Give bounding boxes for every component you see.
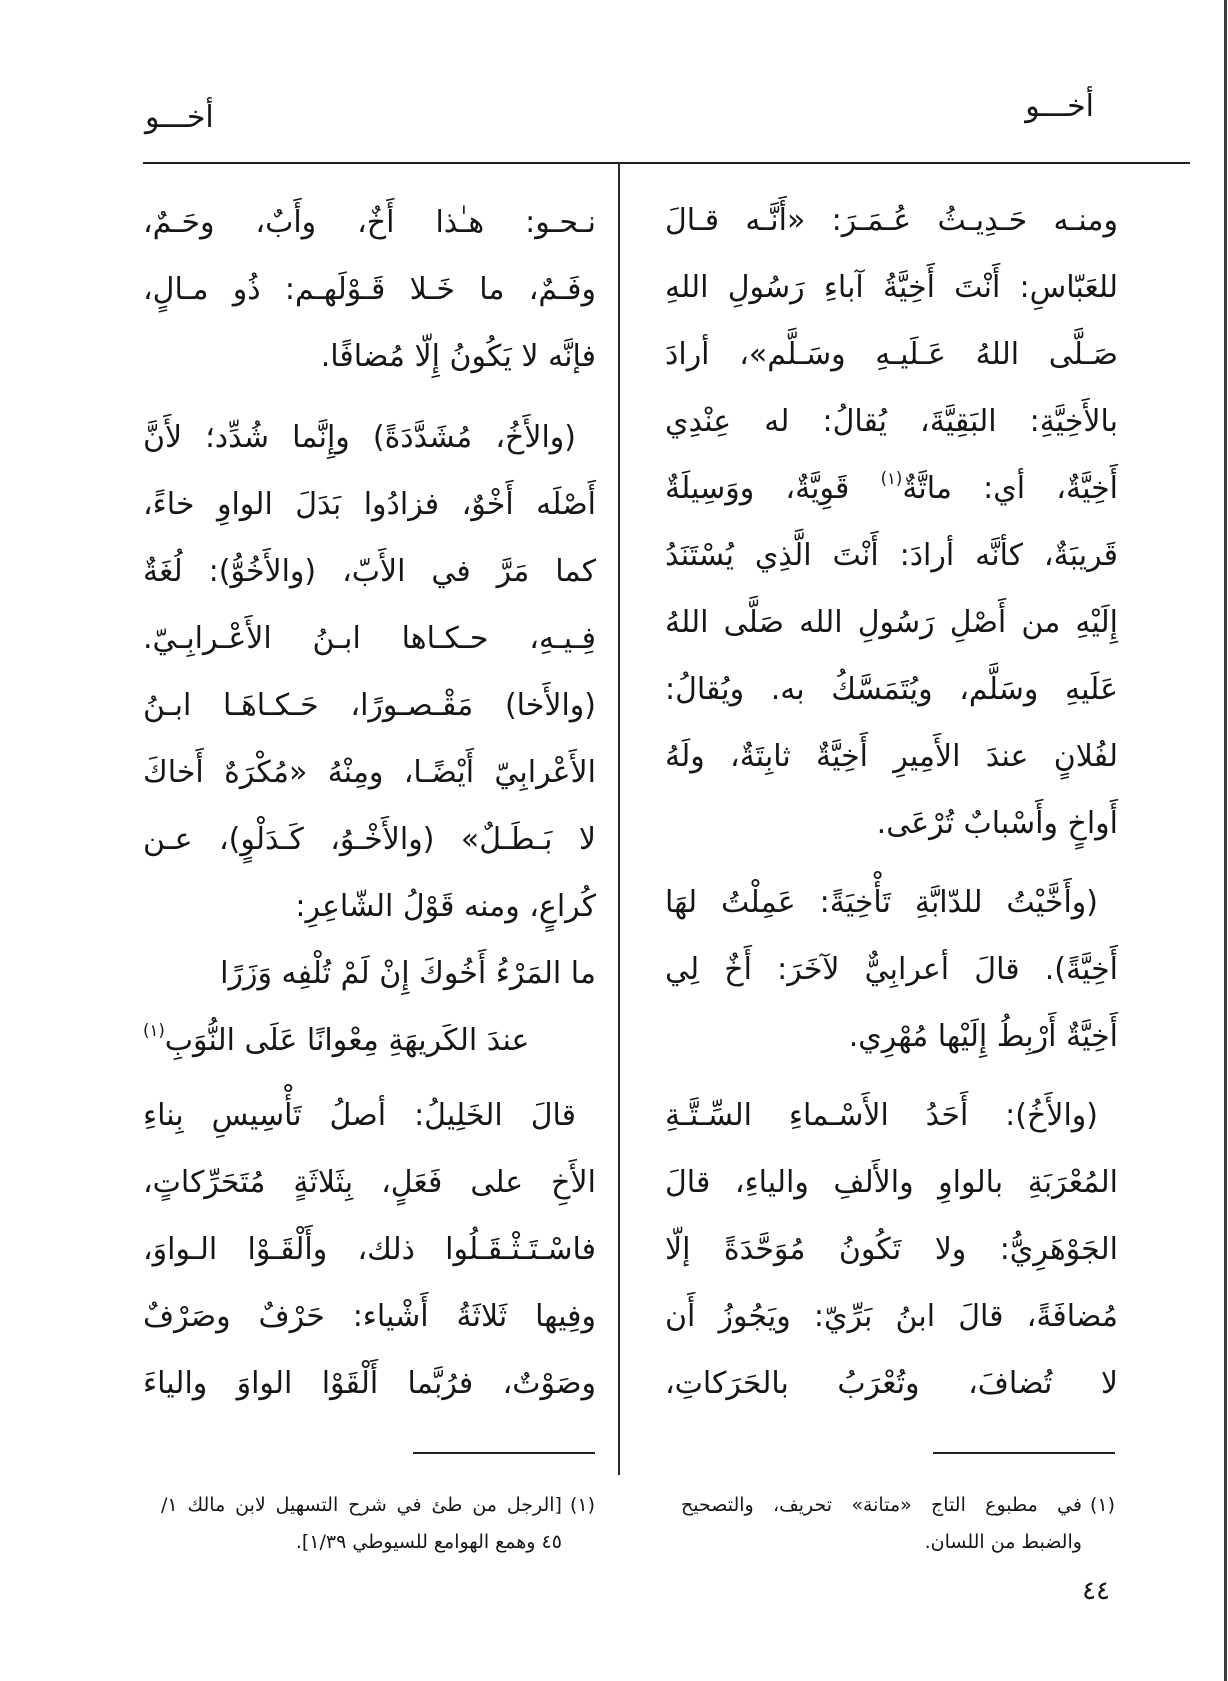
footnote-line: [الرجل من طئ في شرح التسهيل لابن مالك ١/ xyxy=(161,1494,562,1516)
paragraph xyxy=(143,1082,596,1417)
text-line: عَلَيهِ وسَلَّم، ويُتَمَسَّكُ به. ويُقالُ: xyxy=(665,672,1118,707)
text-segment: قَوِيَّةٌ، ووَسِيلَةٌ xyxy=(665,471,881,506)
text-line: كُراعٍ، ومنه قَوْلُ الشّاعِرِ: xyxy=(295,889,596,924)
text-line: لا تُضافَ، وتُعْرَبُ بالحَرَكاتِ، xyxy=(665,1366,1118,1401)
text-line: (والأَخُ): أَحَدُ الأَسْـماءِ السِّـتَّـةِ xyxy=(665,1098,1098,1133)
text-line: قَريبَةٌ، كأنَّه أرادَ: أَنْتَ الَّذِي يُسْتَنَدُ xyxy=(665,538,1118,573)
running-header-right: أخـــو xyxy=(1025,89,1094,124)
text-line: (والأَخُ، مُشَدَّدَةً) وإِنَّما شُدِّد؛ لأَنَّ xyxy=(143,420,576,455)
text-segment: عندَ الكَريهَةِ مِعْوانًا عَلَى النُّوَبِ xyxy=(164,1023,530,1058)
verse-first-hemistich: ما المَرْءُ أَخُوكَ إِنْ لَمْ تُلْفِه وَزَرًا xyxy=(220,956,596,991)
footnote-marker: (١) xyxy=(1089,1494,1115,1516)
paragraph xyxy=(665,869,1118,1070)
text-line: أَخِيَّةً). قالَ أعرابِيٌّ لآخَرَ: أَخٌ لِي xyxy=(665,952,1118,987)
footnote-text xyxy=(161,1487,562,1561)
paragraph xyxy=(143,404,596,940)
text-segment: أَخِيَّةٌ، أي: ماتَّةٌ xyxy=(902,471,1118,506)
text-line: إِلَيْهِ من أَصْلِ رَسُولِ الله صَلَّى اللهُ xyxy=(665,605,1118,640)
footnote-text xyxy=(681,1487,1082,1561)
text-line: (وأَخَّيْتُ للدّابَّةِ تَأْخِيَةً: عَمِلْتُ لهَا xyxy=(665,885,1098,920)
footnote-line: ٤٥ وهمع الهوامع للسيوطي ١/٣٩]. xyxy=(295,1531,562,1553)
text-line: فإنَّه لا يَكُونُ إِلّا مُضافًا. xyxy=(320,339,596,374)
header-rule xyxy=(143,162,1190,164)
text-line: كما مَرَّ في الأَبّ، (والأَخُوُّ): لُغَةٌ xyxy=(143,554,596,589)
text-line: مُضافَةً، قالَ ابنُ بَرِّيّ: ويَجُوزُ أَن xyxy=(665,1299,1118,1334)
paragraph xyxy=(665,1082,1118,1417)
footnote-line: في مطبوع التاج «متانة» تحريف، والتصحيح xyxy=(681,1494,1082,1516)
text-line: فِـيـهِ، حـكـاها ابـنُ الأَعْـرابِـيّ. xyxy=(143,621,596,656)
footnote-line: والضبط من اللسان. xyxy=(924,1531,1082,1553)
footnote-separator xyxy=(413,1452,595,1454)
text-line: وفَـمٌ، ما خَـلا قَـوْلَهـم: ذُو مـالٍ، xyxy=(143,272,596,307)
text-line: لا بَـطَـلٌ» (والأَخْـوُ، كَـدَلْوٍ)، عـن xyxy=(143,822,596,857)
paragraph xyxy=(665,187,1118,857)
text-line: وفِيها ثَلاثَةُ أَشْياء: حَرْفٌ وصَرْفٌ xyxy=(143,1299,596,1334)
text-line: أَصْلَه أَخْوٌ، فزادُوا بَدَلَ الواوِ خاءً، xyxy=(143,487,596,522)
text-line: لفُلانٍ عندَ الأَمِيرِ أَخِيَّةٌ ثابِتَةٌ، ولَهُ xyxy=(665,739,1118,774)
text-line: وصَوْتٌ، فرُبَّما أَلْقَوْا الواوَ والياءَ xyxy=(143,1366,596,1401)
running-header-left: أخـــو xyxy=(145,100,214,135)
text-line xyxy=(665,455,1118,522)
page-edge xyxy=(1224,0,1227,1681)
footnote-right xyxy=(681,1487,1115,1561)
text-line: قالَ الخَلِيلُ: أصلُ تَأْسِيسِ بِناءِ xyxy=(143,1098,576,1133)
text-line: ومنـه حَـدِيـثُ عُـمَـرَ: «أَنَّـه قـالَ xyxy=(665,203,1118,238)
text-line: المُعْرَبَةِ بالواوِ والأَلفِ والياءِ، قالَ xyxy=(665,1165,1118,1200)
footnote-marker: (١) xyxy=(569,1494,595,1516)
text-line: فاسْـتَـثْـقَـلُوا ذلك، وأَلْقَـوْا الـواوَ، xyxy=(143,1232,596,1267)
verse-second-hemistich xyxy=(143,1007,596,1074)
footnote-separator xyxy=(933,1452,1115,1454)
right-column xyxy=(665,187,1118,1417)
footnote-ref: (١) xyxy=(143,1020,165,1040)
text-line: الأَخِ على فَعَلٍ، بِثَلاثَةٍ مُتَحَرِّكاتٍ، xyxy=(143,1165,596,1200)
page-number: ٤٤ xyxy=(1082,1576,1110,1606)
text-line: الجَوْهَرِيُّ: ولا تَكُونُ مُوَحَّدَةً إلّا xyxy=(665,1232,1118,1267)
poetry-verse xyxy=(143,940,596,1074)
text-line: للعَبّاسِ: أَنْتَ أَخِيَّةُ آباءِ رَسُولِ اللهِ xyxy=(665,270,1118,305)
text-line: (والأَخا) مَقْـصـورًا، حَـكـاهَـا ابـنُ xyxy=(143,688,596,723)
text-line: صَـلَّى اللهُ عَـلَيـهِ وسَـلَّم»، أرادَ xyxy=(665,337,1118,372)
footnote-ref: (١) xyxy=(880,468,903,488)
footnote-left xyxy=(161,1487,595,1561)
text-line: أَخِيَّةٌ أَرْبِطُ إِلَيْها مُهْرِي. xyxy=(848,1019,1118,1054)
left-column xyxy=(143,189,596,1417)
text-line: أَواخٍ وأَسْبابٌ تُرْعَى. xyxy=(876,806,1118,841)
text-line: بالأَخِيَّةِ: البَقِيَّةَ، يُقالُ: له عِنْدِي xyxy=(665,404,1118,439)
column-divider xyxy=(618,163,620,1475)
text-line: نـحـو: هـٰذا أَخٌ، وأَبٌ، وحَـمٌ، xyxy=(143,205,596,240)
text-line: الأَعْرابِيّ أَيْضًـا، ومِنْهُ «مُكْرَهٌ أَخاكَ xyxy=(143,755,596,790)
paragraph xyxy=(143,189,596,390)
